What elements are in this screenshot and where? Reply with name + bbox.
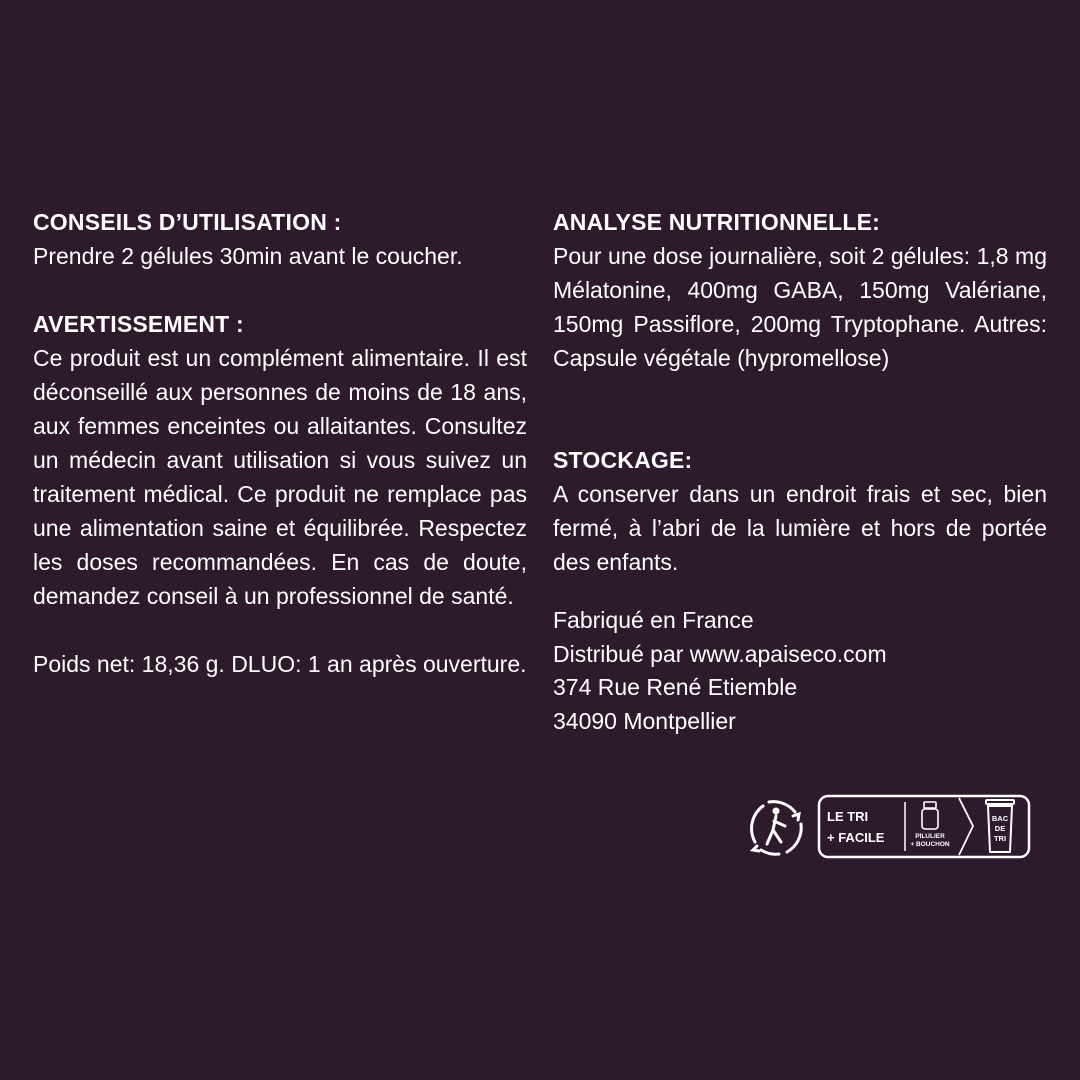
- badge-item-line2: + BOUCHON: [910, 841, 950, 848]
- left-column: [33, 205, 527, 681]
- nutrition-heading: ANALYSE NUTRITIONNELLE:: [553, 209, 881, 235]
- storage-heading: STOCKAGE:: [553, 447, 693, 473]
- address-street: 374 Rue René Etiemble: [553, 674, 798, 700]
- warning-heading: AVERTISSEMENT :: [33, 311, 244, 337]
- usage-text: Prendre 2 gélules 30min avant le coucher.: [33, 243, 463, 269]
- badge-bin-line3: TRI: [993, 834, 1007, 843]
- pill-bottle-icon: [922, 802, 938, 829]
- triman-recycling-icon: [752, 802, 802, 855]
- usage-heading: CONSEILS D’UTILISATION :: [33, 209, 342, 235]
- badge-bin-line2: DE: [994, 824, 1006, 833]
- made-in-text: Fabriqué en France: [553, 607, 754, 633]
- chevron-right-icon: [959, 798, 973, 855]
- recycling-badge: [743, 794, 1033, 860]
- nutrition-text: Pour une dose journalière, soit 2 gélules: 1,8 mg Mélatonine, 400mg GABA, 150mg Valériane, 150mg Passiflore, 200mg Tryptophane. Autres: Capsule végétale (hypromellose): [553, 243, 1047, 371]
- badge-label-line2: + FACILE: [827, 830, 885, 845]
- manufacturer-info: [553, 604, 1047, 738]
- badge-bin-line1: BAC: [991, 814, 1009, 823]
- badge-label-line1: LE TRI: [827, 809, 869, 824]
- right-column: [553, 205, 1047, 738]
- distributor-text: Distribué par www.apaiseco.com: [553, 640, 887, 667]
- address-city: 34090 Montpellier: [553, 707, 736, 734]
- storage-text: A conserver dans un endroit frais et sec, bien fermé, à l’abri de la lumière et hors de portée des enfants.: [553, 481, 1047, 575]
- net-weight-text: Poids net: 18,36 g. DLUO: 1 an après ouverture.: [33, 651, 527, 677]
- badge-item-line1: PILULIER: [915, 833, 945, 840]
- recycling-badge-graphic: [743, 794, 1033, 860]
- warning-text: Ce produit est un complément alimentaire. Il est déconseillé aux personnes de moins de 18 ans, aux femmes enceintes ou allaitantes. Consultez un médecin avant utilisation si vous suivez un traitement médical. Ce produit ne remplace pas une alimentation saine et équilibrée. Respectez les doses recommandées. En cas de doute, demandez conseil à un professionnel de santé.: [33, 345, 527, 609]
